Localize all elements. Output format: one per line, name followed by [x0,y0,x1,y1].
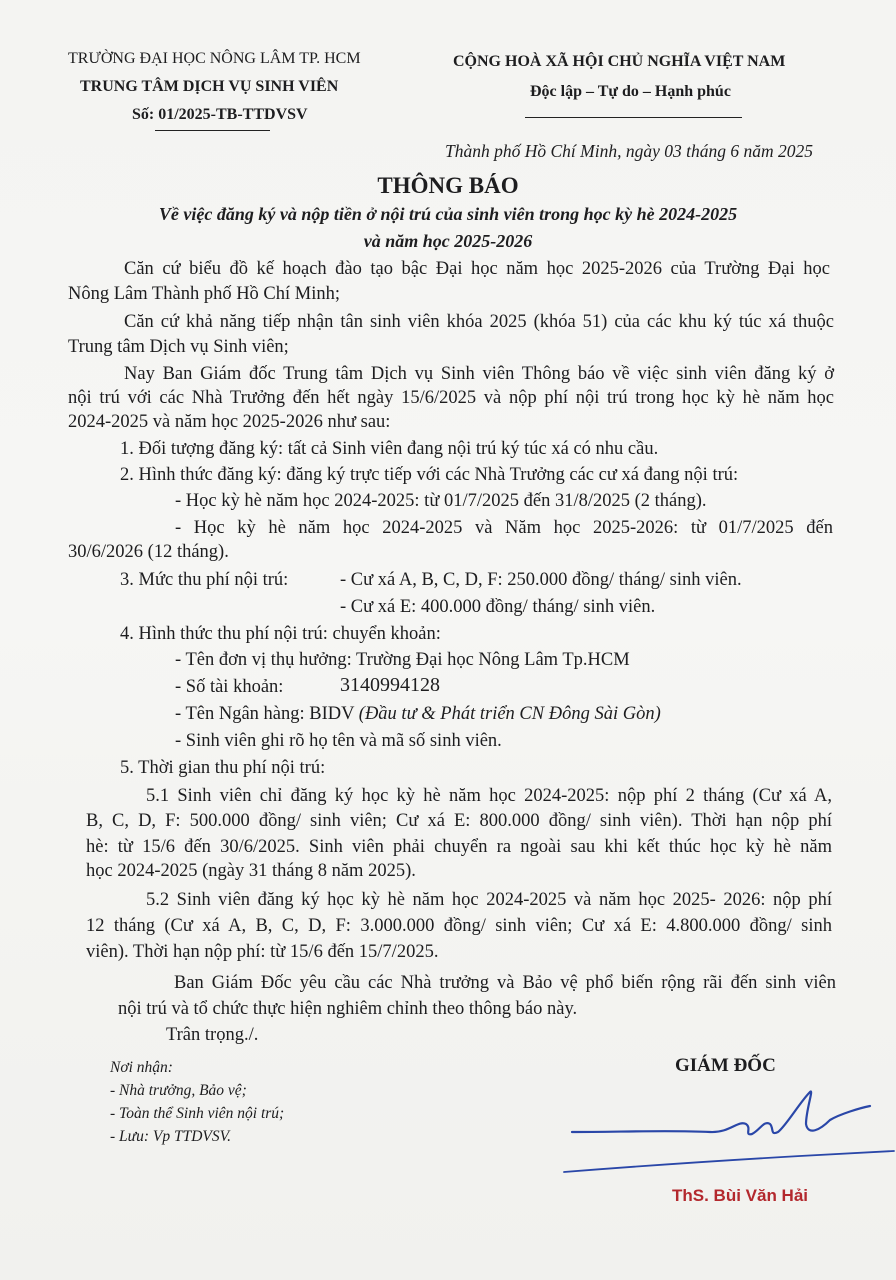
body-line: Nông Lâm Thành phố Hồ Chí Minh; [68,284,341,304]
signature-mark [560,1080,896,1180]
nation-title: CỘNG HOÀ XÃ HỘI CHỦ NGHĨA VIỆT NAM [453,53,786,70]
body-line: 2024-2025 và năm học 2025-2026 như sau: [68,412,391,432]
beneficiary-name: - Tên đơn vị thụ hưởng: Trường Đại học Nông Lâm Tp.HCM [175,650,630,670]
account-label: - Số tài khoản: [175,677,284,697]
section-1: 1. Đối tượng đăng ký: tất cả Sinh viên đang nội trú ký túc xá có nhu cầu. [120,439,659,459]
account-number: 3140994128 [340,674,440,696]
body-line: B, C, D, F: 500.000 đồng/ sinh viên; Cư xá E: 800.000 đồng/ sinh viên). Thời hạn nộp phí [86,811,832,831]
header-left-underline [155,130,270,131]
body-line: viên). Thời hạn nộp phí: từ 15/6 đến 15/7/2025. [86,942,439,962]
body-line: 12 tháng (Cư xá A, B, C, D, F: 3.000.000 đồng/ sinh viên; Cư xá E: 4.800.000 đồng/ sinh [86,916,832,936]
section-5: 5. Thời gian thu phí nội trú: [120,758,326,778]
recipient-item: - Lưu: Vp TTDVSV. [110,1128,231,1145]
recipient-item: - Nhà trưởng, Bảo vệ; [110,1082,247,1099]
document-subtitle-line-1: Về việc đăng ký và nộp tiền ở nội trú của sinh viên trong học kỳ hè 2024-2025 [158,204,738,224]
body-line: nội trú với các Nhà Trưởng đến hết ngày 15/6/2025 và nộp phí nội trú trong học kỳ hè năm học [68,388,834,408]
section-2: 2. Hình thức đăng ký: đăng ký trực tiếp với các Nhà Trưởng các cư xá đang nội trú: [120,465,739,485]
body-line: hè: từ 15/6 đến 30/6/2025. Sinh viên phải chuyển ra ngoài sau khi kết thúc học kỳ hè năm [86,837,832,857]
center-name: TRUNG TÂM DỊCH VỤ SINH VIÊN [80,78,339,95]
body-line: Căn cứ biểu đồ kế hoạch đào tạo bậc Đại học năm học 2025-2026 của Trường Đại học [124,259,830,279]
body-line: nội trú và tổ chức thực hiện nghiêm chỉnh theo thông báo này. [118,999,578,1019]
document-title: THÔNG BÁO [377,173,519,198]
recipient-item: - Toàn thể Sinh viên nội trú; [110,1105,285,1122]
body-line: Ban Giám Đốc yêu cầu các Nhà trưởng và Bảo vệ phổ biến rộng rãi đến sinh viên [174,973,836,993]
body-line: học 2024-2025 (ngày 31 tháng 8 năm 2025). [86,861,416,881]
body-line: Nay Ban Giám đốc Trung tâm Dịch vụ Sinh viên Thông báo về việc sinh viên đăng ký ở [124,364,834,384]
section-2-item: - Học kỳ hè năm học 2024-2025: từ 01/7/2025 đến 31/8/2025 (2 tháng). [175,491,707,511]
fee-rate-e: - Cư xá E: 400.000 đồng/ tháng/ sinh viên. [340,597,656,617]
body-line: 5.1 Sinh viên chỉ đăng ký học kỳ hè năm học 2024-2025: nộp phí 2 tháng (Cư xá A, [146,786,832,806]
body-line: 5.2 Sinh viên đăng ký học kỳ hè năm học 2024-2025 và năm học 2025- 2026: nộp phí [146,890,832,910]
signer-title: GIÁM ĐỐC [675,1055,776,1076]
payment-note: - Sinh viên ghi rõ họ tên và mã số sinh viên. [175,731,502,751]
section-3: 3. Mức thu phí nội trú: [120,570,289,590]
body-line: Căn cứ khả năng tiếp nhận tân sinh viên khóa 2025 (khóa 51) của các khu ký túc xá thuộc [124,312,834,332]
body-line: Trung tâm Dịch vụ Sinh viên; [68,337,289,357]
section-4: 4. Hình thức thu phí nội trú: chuyển khoản: [120,624,441,644]
section-2-item: - Học kỳ hè năm học 2024-2025 và Năm học 2025-2026: từ 01/7/2025 đến [175,518,833,538]
header-right-underline [525,117,742,118]
document-number: Số: 01/2025-TB-TTDVSV [132,106,308,123]
document-subtitle-line-2: và năm học 2025-2026 [363,231,533,251]
bank-name: - Tên Ngân hàng: BIDV (Đầu tư & Phát triển CN Đông Sài Gòn) [175,704,661,724]
national-motto: Độc lập – Tự do – Hạnh phúc [530,83,731,100]
signer-name: ThS. Bùi Văn Hải [672,1186,809,1205]
recipients-heading: Nơi nhận: [110,1059,173,1076]
place-date: Thành phố Hồ Chí Minh, ngày 03 tháng 6 năm 2025 [445,141,813,161]
fee-rate-abcdf: - Cư xá A, B, C, D, F: 250.000 đồng/ tháng/ sinh viên. [340,570,742,590]
closing: Trân trọng./. [166,1025,259,1045]
university-name: TRƯỜNG ĐẠI HỌC NÔNG LÂM TP. HCM [68,50,361,67]
body-line: 30/6/2026 (12 tháng). [68,542,229,562]
